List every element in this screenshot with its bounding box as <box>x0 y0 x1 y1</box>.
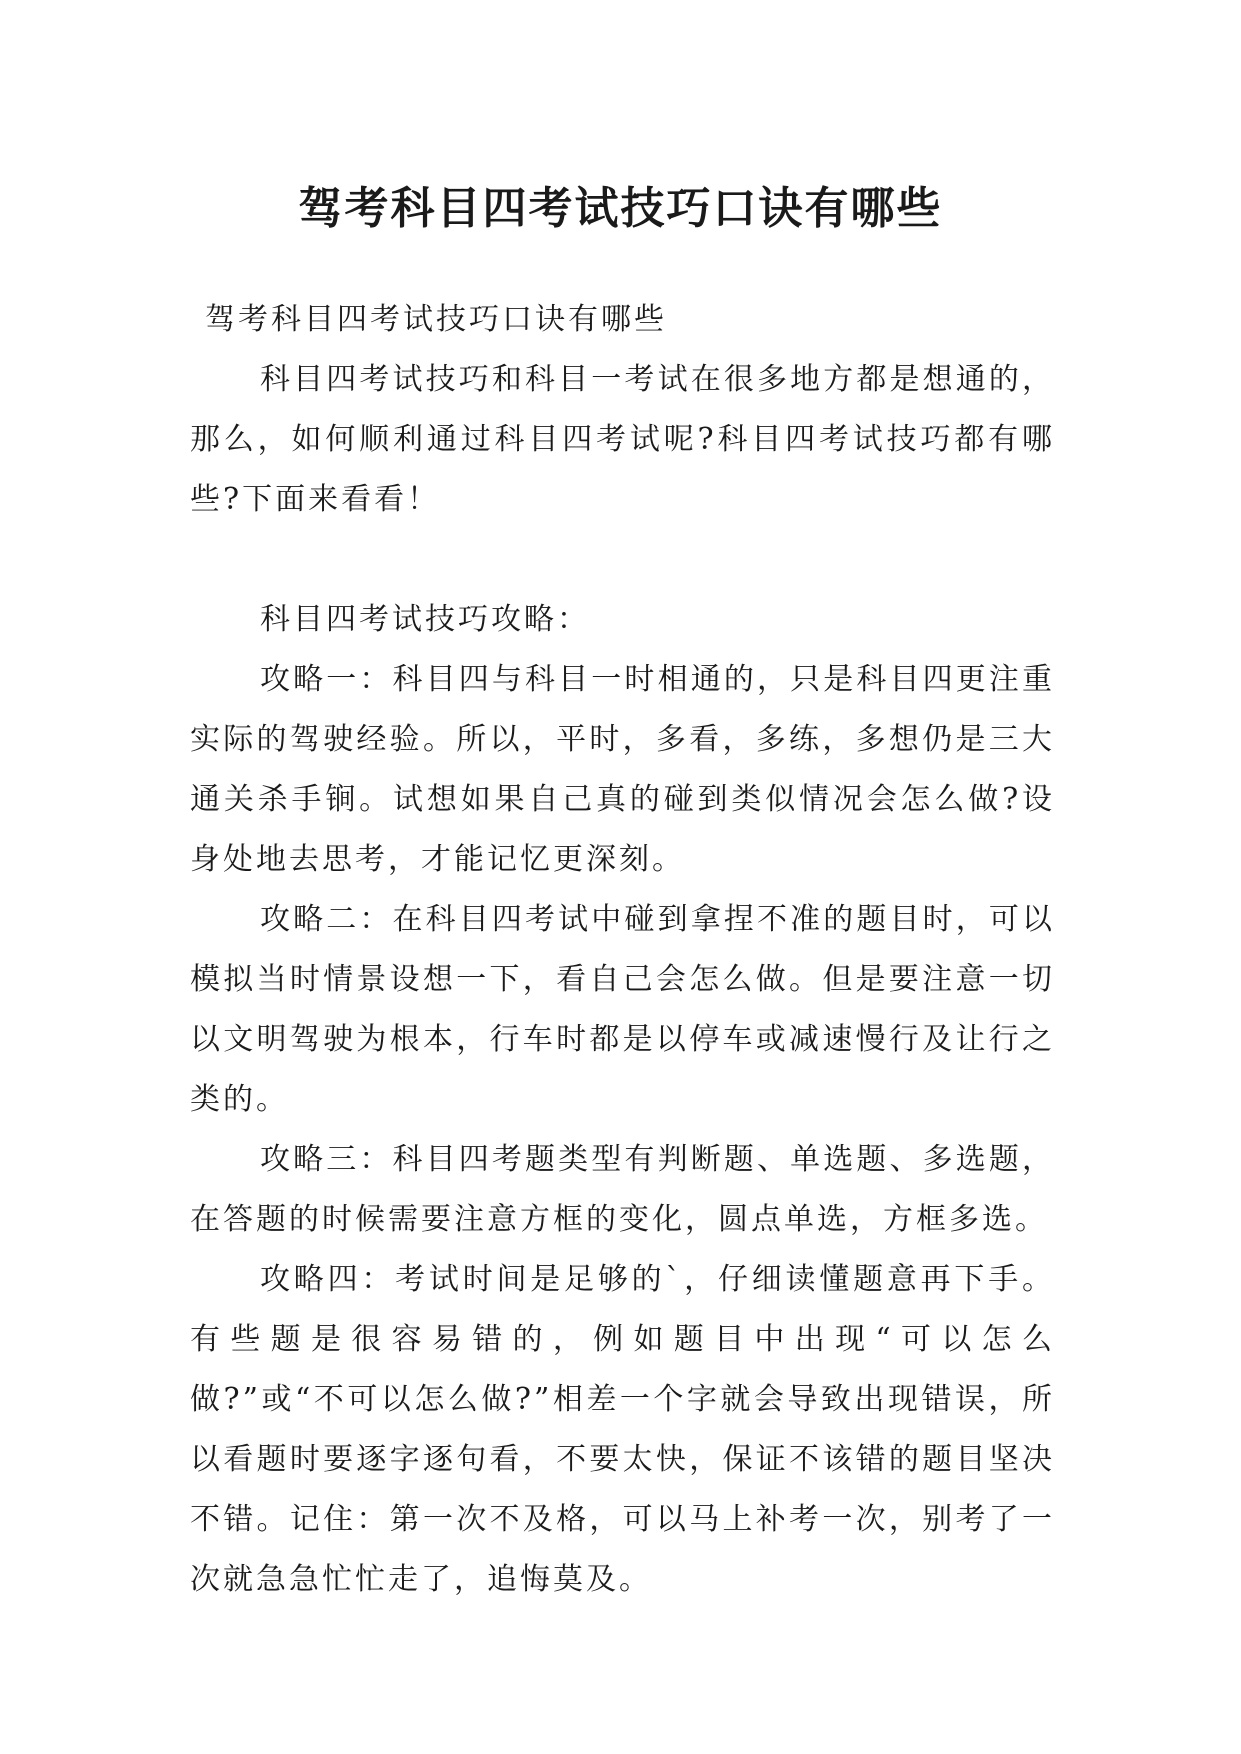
strategy-paragraph-2: 攻略二：在科目四考试中碰到拿捏不准的题目时，可以模拟当时情景设想一下，看自己会怎么做。但是要注意一切以文明驾驶为根本，行车时都是以停车或减速慢行及让行之类的。 <box>190 902 1055 1117</box>
document-body <box>190 290 1055 1610</box>
intro-paragraph: 科目四考试技巧和科目一考试在很多地方都是想通的，那么，如何顺利通过科目四考试呢?科目四考试技巧都有哪些?下面来看看！ <box>190 362 1055 517</box>
strategy-paragraph-3: 攻略三：科目四考题类型有判断题、单选题、多选题，在答题的时候需要注意方框的变化，圆点单选，方框多选。 <box>190 1142 1055 1237</box>
document-title: 驾考科目四考试技巧口诀有哪些 <box>298 183 943 235</box>
strategy-paragraph-4: 攻略四：考试时间是足够的`，仔细读懂题意再下手。有些题是很容易错的，例如题目中出现“可以怎么做?”或“不可以怎么做?”相差一个字就会导致出现错误，所以看题时要逐字逐句看，不要太快，保证不该错的题目坚决不错。记住：第一次不及格，可以马上补考一次，别考了一次就急急忙忙走了，追悔莫及。 <box>190 1262 1055 1597</box>
section-heading: 科目四考试技巧攻略： <box>260 602 590 637</box>
strategy-paragraph-1: 攻略一：科目四与科目一时相通的，只是科目四更注重实际的驾驶经验。所以，平时，多看，多练，多想仍是三大通关杀手锏。试想如果自己真的碰到类似情况会怎么做?设身处地去思考，才能记忆更深刻。 <box>190 662 1055 877</box>
paragraph-spacer <box>190 530 1055 590</box>
document-subtitle: 驾考科目四考试技巧口诀有哪些 <box>205 302 667 337</box>
